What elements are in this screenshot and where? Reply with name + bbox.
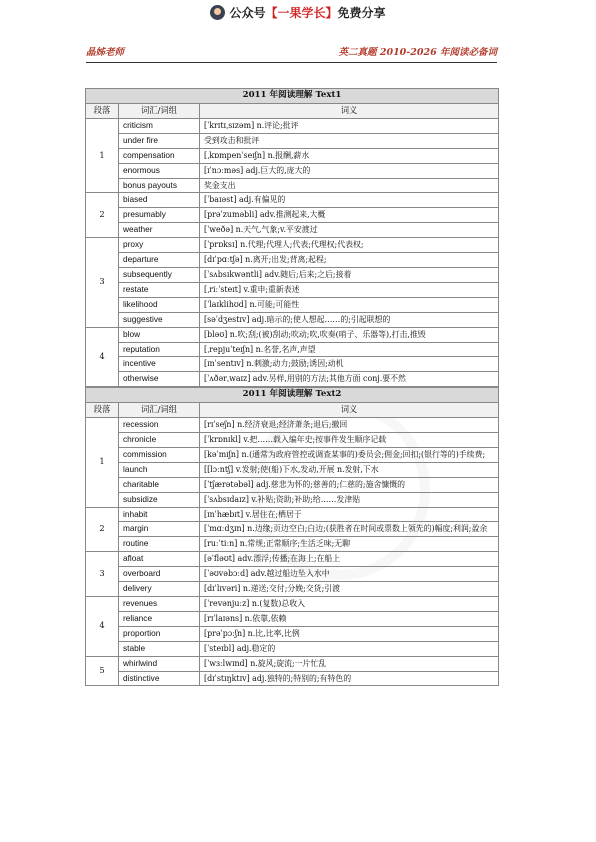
table-row [86, 418, 499, 433]
vocab-definition: [[lɔːntʃ] v.发射;使(船)下水,发动,开展 n.发射,下水 [200, 462, 499, 477]
vocab-word: restate [119, 282, 200, 297]
vocab-word: overboard [119, 567, 200, 582]
vocab-definition: [ˈlaɪklihʊd] n.可能;可能性 [200, 297, 499, 312]
vocab-definition: [ˈʌðərˌwaɪz] adv.另样,用别的方法;其他方面 conj.要不然 [200, 372, 499, 387]
table-row [86, 447, 499, 462]
avatar-icon [210, 5, 225, 20]
table-row [86, 537, 499, 552]
table-row [86, 297, 499, 312]
table-row [86, 223, 499, 238]
table-row [86, 178, 499, 193]
table-row [86, 567, 499, 582]
table-row [86, 238, 499, 253]
table-row [86, 148, 499, 163]
vocab-word: inhabit [119, 507, 200, 522]
vocab-word: commission [119, 447, 200, 462]
vocab-definition: [ruːˈtiːn] n.常规;正常顺序;生活乏味;无聊 [200, 537, 499, 552]
column-header: 词汇/词组 [119, 403, 200, 418]
column-header: 词义 [200, 104, 499, 119]
banner-bracket-close: 】 [325, 6, 338, 20]
vocab-definition: [rɪˈseʃn] n.经济衰退;经济萧条;退后;撤回 [200, 418, 499, 433]
table-row [86, 312, 499, 327]
table-row [86, 626, 499, 641]
table-row [86, 656, 499, 671]
vocab-table-text2 [85, 387, 499, 686]
header-divider [86, 62, 497, 63]
table-row [86, 611, 499, 626]
vocab-word: biased [119, 193, 200, 208]
banner-name: 一果学长 [277, 6, 326, 20]
table-title: 2011 年阅读理解 Text1 [86, 89, 499, 104]
table-header-row [86, 403, 499, 418]
column-header: 段落 [86, 104, 119, 119]
vocab-definition: [ˈsteɪbl] adj.稳定的 [200, 641, 499, 656]
vocab-table-text1 [85, 88, 499, 387]
vocab-definition: 受到攻击和批评 [200, 133, 499, 148]
vocab-definition: [bləʊ] n.吹;刮;(被)刮动;吹动;吹,吹奏(哨子、乐器等),打击,推毁 [200, 327, 499, 342]
table-row [86, 118, 499, 133]
vocab-definition: [ˌriːˈsteɪt] v.重申;重新表述 [200, 282, 499, 297]
table-row [86, 372, 499, 387]
page-header [86, 44, 497, 60]
vocab-definition: [dɪˈpɑːtʃə] n.离开;出发;背离;起程; [200, 253, 499, 268]
table-row [86, 133, 499, 148]
vocab-definition: [dɪˈstɪŋktɪv] adj.独特的;特别的;有特色的 [200, 671, 499, 686]
vocab-definition: [ˈkrɪtɪˌsɪzəm] n.评论;批评 [200, 118, 499, 133]
table-row [86, 193, 499, 208]
vocab-word: stable [119, 641, 200, 656]
vocab-word: reputation [119, 342, 200, 357]
vocab-definition: [ɪnˈhæbɪt] v.居住在;栖居于 [200, 507, 499, 522]
vocab-word: launch [119, 462, 200, 477]
table-row [86, 433, 499, 448]
vocab-definition: [dɪˈlɪvəri] n.递送;交付;分娩;交货;引渡 [200, 582, 499, 597]
vocab-definition: [ˈwɜːlwɪnd] n.旋风;旋流;一片忙乱 [200, 656, 499, 671]
vocab-word: recession [119, 418, 200, 433]
vocab-definition: [ˌrepjuˈteɪʃn] n.名誉,名声,声望 [200, 342, 499, 357]
vocab-definition: 奖金支出 [200, 178, 499, 193]
vocab-word: otherwise [119, 372, 200, 387]
vocab-definition: [ˈprɒksɪ] n.代理;代理人;代表;代理权;代表权; [200, 238, 499, 253]
table-row [86, 552, 499, 567]
vocab-word: criticism [119, 118, 200, 133]
table-row [86, 507, 499, 522]
vocab-definition: [prəˈpɔːʃn] n.比,比率,比例 [200, 626, 499, 641]
vocab-word: enormous [119, 163, 200, 178]
vocab-word: afloat [119, 552, 200, 567]
header-title: 英二真题 2010-2026 年阅读必备词 [338, 47, 497, 58]
vocab-word: routine [119, 537, 200, 552]
vocab-definition: [ˈtʃærətəbəl] adj.慈悲为怀的;慈善的;仁慈的;施舍慷慨的 [200, 477, 499, 492]
vocab-definition: [ˈsʌbsɪdaɪz] v.补贴;资助;补助;给……发津贴 [200, 492, 499, 507]
vocab-word: distinctive [119, 671, 200, 686]
vocab-definition: [ˈweðə] n.天气,气象;v.平安渡过 [200, 223, 499, 238]
watermark-banner [0, 4, 596, 26]
vocab-word: subsidize [119, 492, 200, 507]
table-row [86, 641, 499, 656]
vocab-definition: [prəˈzuməbli] adv.推测起来,大概 [200, 208, 499, 223]
table-row [86, 671, 499, 686]
table-row [86, 477, 499, 492]
header-author: 晶姊老师 [86, 47, 125, 58]
vocab-word: incentive [119, 357, 200, 372]
table-row [86, 357, 499, 372]
banner-suffix: 免费分享 [337, 6, 386, 20]
paragraph-number: 3 [86, 238, 119, 327]
vocab-definition: [rɪˈlaɪəns] n.依靠,依赖 [200, 611, 499, 626]
vocab-word: reliance [119, 611, 200, 626]
banner-bracket-open: 【 [265, 6, 278, 20]
paragraph-number: 4 [86, 597, 119, 657]
vocab-word: presumably [119, 208, 200, 223]
table-title-row [86, 89, 499, 104]
vocab-word: blow [119, 327, 200, 342]
vocab-word: under fire [119, 133, 200, 148]
paragraph-number: 3 [86, 552, 119, 597]
vocab-tables [85, 88, 498, 686]
table-row [86, 253, 499, 268]
vocab-word: compensation [119, 148, 200, 163]
table-title-row [86, 388, 499, 403]
paragraph-number: 4 [86, 327, 119, 387]
vocab-definition: [ɪˈnɔːməs] adj.巨大的,庞大的 [200, 163, 499, 178]
table-row [86, 522, 499, 537]
paragraph-number: 2 [86, 507, 119, 552]
paragraph-number: 1 [86, 118, 119, 193]
vocab-word: charitable [119, 477, 200, 492]
vocab-word: proxy [119, 238, 200, 253]
vocab-word: whirlwind [119, 656, 200, 671]
table-row [86, 267, 499, 282]
vocab-definition: [əˈfləʊt] adv.漂浮;传播;在海上;在船上 [200, 552, 499, 567]
column-header: 词义 [200, 403, 499, 418]
vocab-word: revenues [119, 597, 200, 612]
table-header-row [86, 104, 499, 119]
column-header: 词汇/词组 [119, 104, 200, 119]
paragraph-number: 5 [86, 656, 119, 686]
table-row [86, 327, 499, 342]
vocab-definition: [ˈəʊvəbɔːd] adv.越过船边坠入水中 [200, 567, 499, 582]
table-row [86, 208, 499, 223]
vocab-definition: [ˈbaɪəst] adj.有偏见的 [200, 193, 499, 208]
table-row [86, 342, 499, 357]
vocab-definition: [ˈkrɒnɪkl] v.把……载入编年史;按事件发生顺序记载 [200, 433, 499, 448]
vocab-word: subsequently [119, 267, 200, 282]
table-row [86, 597, 499, 612]
column-header: 段落 [86, 403, 119, 418]
vocab-definition: [ɪnˈsentɪv] n.刺激;动力;鼓励;诱因;动机 [200, 357, 499, 372]
vocab-definition: [səˈdʒestɪv] adj.暗示的;使人想起……的;引起联想的 [200, 312, 499, 327]
vocab-word: margin [119, 522, 200, 537]
table-title: 2011 年阅读理解 Text2 [86, 388, 499, 403]
vocab-word: proportion [119, 626, 200, 641]
paragraph-number: 1 [86, 418, 119, 507]
vocab-definition: [ˈsʌbsɪkwəntli] adv.随后;后来;之后;接着 [200, 267, 499, 282]
paragraph-number: 2 [86, 193, 119, 238]
vocab-word: departure [119, 253, 200, 268]
vocab-word: weather [119, 223, 200, 238]
vocab-word: chronicle [119, 433, 200, 448]
banner-prefix: 公众号 [229, 6, 266, 20]
vocab-word: bonus payouts [119, 178, 200, 193]
vocab-word: suggestive [119, 312, 200, 327]
table-row [86, 462, 499, 477]
vocab-word: delivery [119, 582, 200, 597]
vocab-definition: [ˈmɑːdʒɪn] n.边缘;页边空白;白边;(获胜者在时间或票数上领先的)幅度;利润;盈余 [200, 522, 499, 537]
vocab-word: likelihood [119, 297, 200, 312]
vocab-definition: [kəˈmɪʃn] n.(通常为政府管控或调查某事的)委员会;佣金;回扣;(银行等的)手续费; [200, 447, 499, 462]
table-row [86, 282, 499, 297]
table-row [86, 163, 499, 178]
table-row [86, 582, 499, 597]
vocab-definition: [ˈrevənjuːz] n.(复数)总收入 [200, 597, 499, 612]
table-row [86, 492, 499, 507]
vocab-definition: [ˌkɒmpenˈseɪʃn] n.报酬,薪水 [200, 148, 499, 163]
